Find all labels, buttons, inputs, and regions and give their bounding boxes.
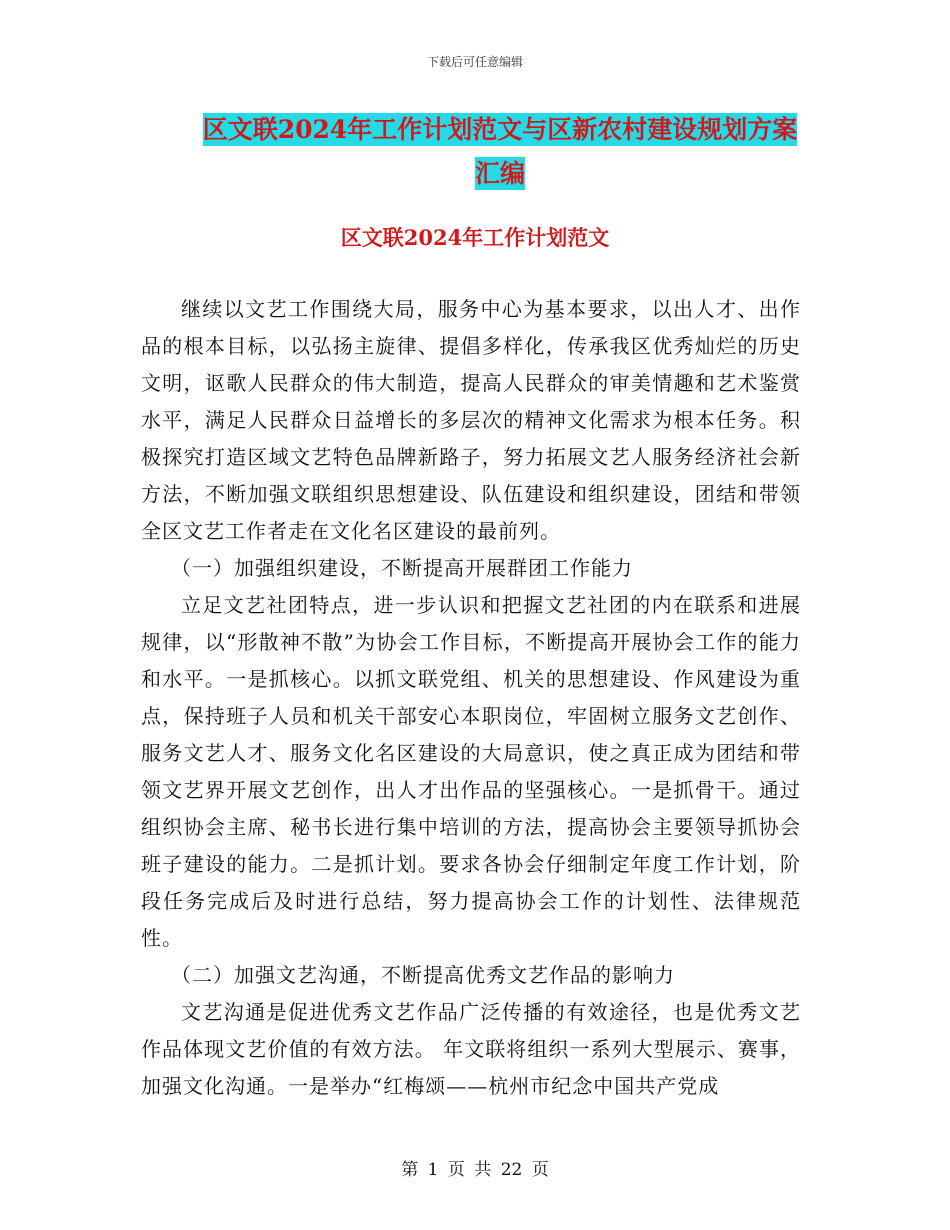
document-title: [140, 108, 860, 196]
paragraph-exchange: 文艺沟通是促进优秀文艺作品广泛传播的有效途径，也是优秀文艺作品体现文艺价值的有效方法。 年文联将组织一系列大型展示、赛事，加强文化沟通。一是举办“红梅颂——杭州市纪念中国共产党成: [141, 1000, 801, 1098]
document-title-line2: 汇编: [474, 159, 525, 188]
document-title-line1: 区文联2024年工作计划范文与区新农村建设规划方案: [202, 115, 798, 144]
document-body: [141, 291, 801, 1105]
subheading-1: （一）加强组织建设，不断提高开展群团工作能力: [171, 556, 633, 580]
header-note: 下载后可任意编辑: [426, 55, 523, 69]
section-title: 区文联2024年工作计划范文: [340, 225, 610, 250]
paragraph-intro: 继续以文艺工作围绕大局，服务中心为基本要求，以出人才、出作品的根本目标，以弘扬主旋律、提倡多样化，传承我区优秀灿烂的历史文明，讴歌人民群众的伟大制造，提高人民群众的审美情趣和艺术鉴赏水平，满足人民群众日益增长的多层次的精神文化需求为根本任务。积极探究打造区域文艺特色品牌新路子，努力拓展文艺人服务经济社会新方法，不断加强文联组织思想建设、队伍建设和组织建设，团结和带领全区文艺工作者走在文化名区建设的最前列。: [141, 297, 801, 543]
paragraph-organization: 立足文艺社团特点，进一步认识和把握文艺社团的内在联系和进展规律，以“形散神不散”为协会工作目标，不断提高开展协会工作的能力和水平。一是抓核心。以抓文联党组、机关的思想建设、作风建设为重点，保持班子人员和机关干部安心本职岗位，牢固树立服务文艺创作、服务文艺人才、服务文化名区建设的大局意识，使之真正成为团结和带领文艺界开展文艺创作，出人才出作品的坚强核心。一是抓骨干。通过组织协会主席、秘书长进行集中培训的方法，提高协会主要领导抓协会班子建设的能力。二是抓计划。要求各协会仔细制定年度工作计划，阶段任务完成后及时进行总结，努力提高协会工作的计划性、法律规范性。: [141, 593, 801, 950]
subheading-2: （二）加强文艺沟通，不断提高优秀文艺作品的影响力: [171, 963, 675, 987]
page-footer: 第 1 页 共 22 页: [401, 1160, 549, 1180]
